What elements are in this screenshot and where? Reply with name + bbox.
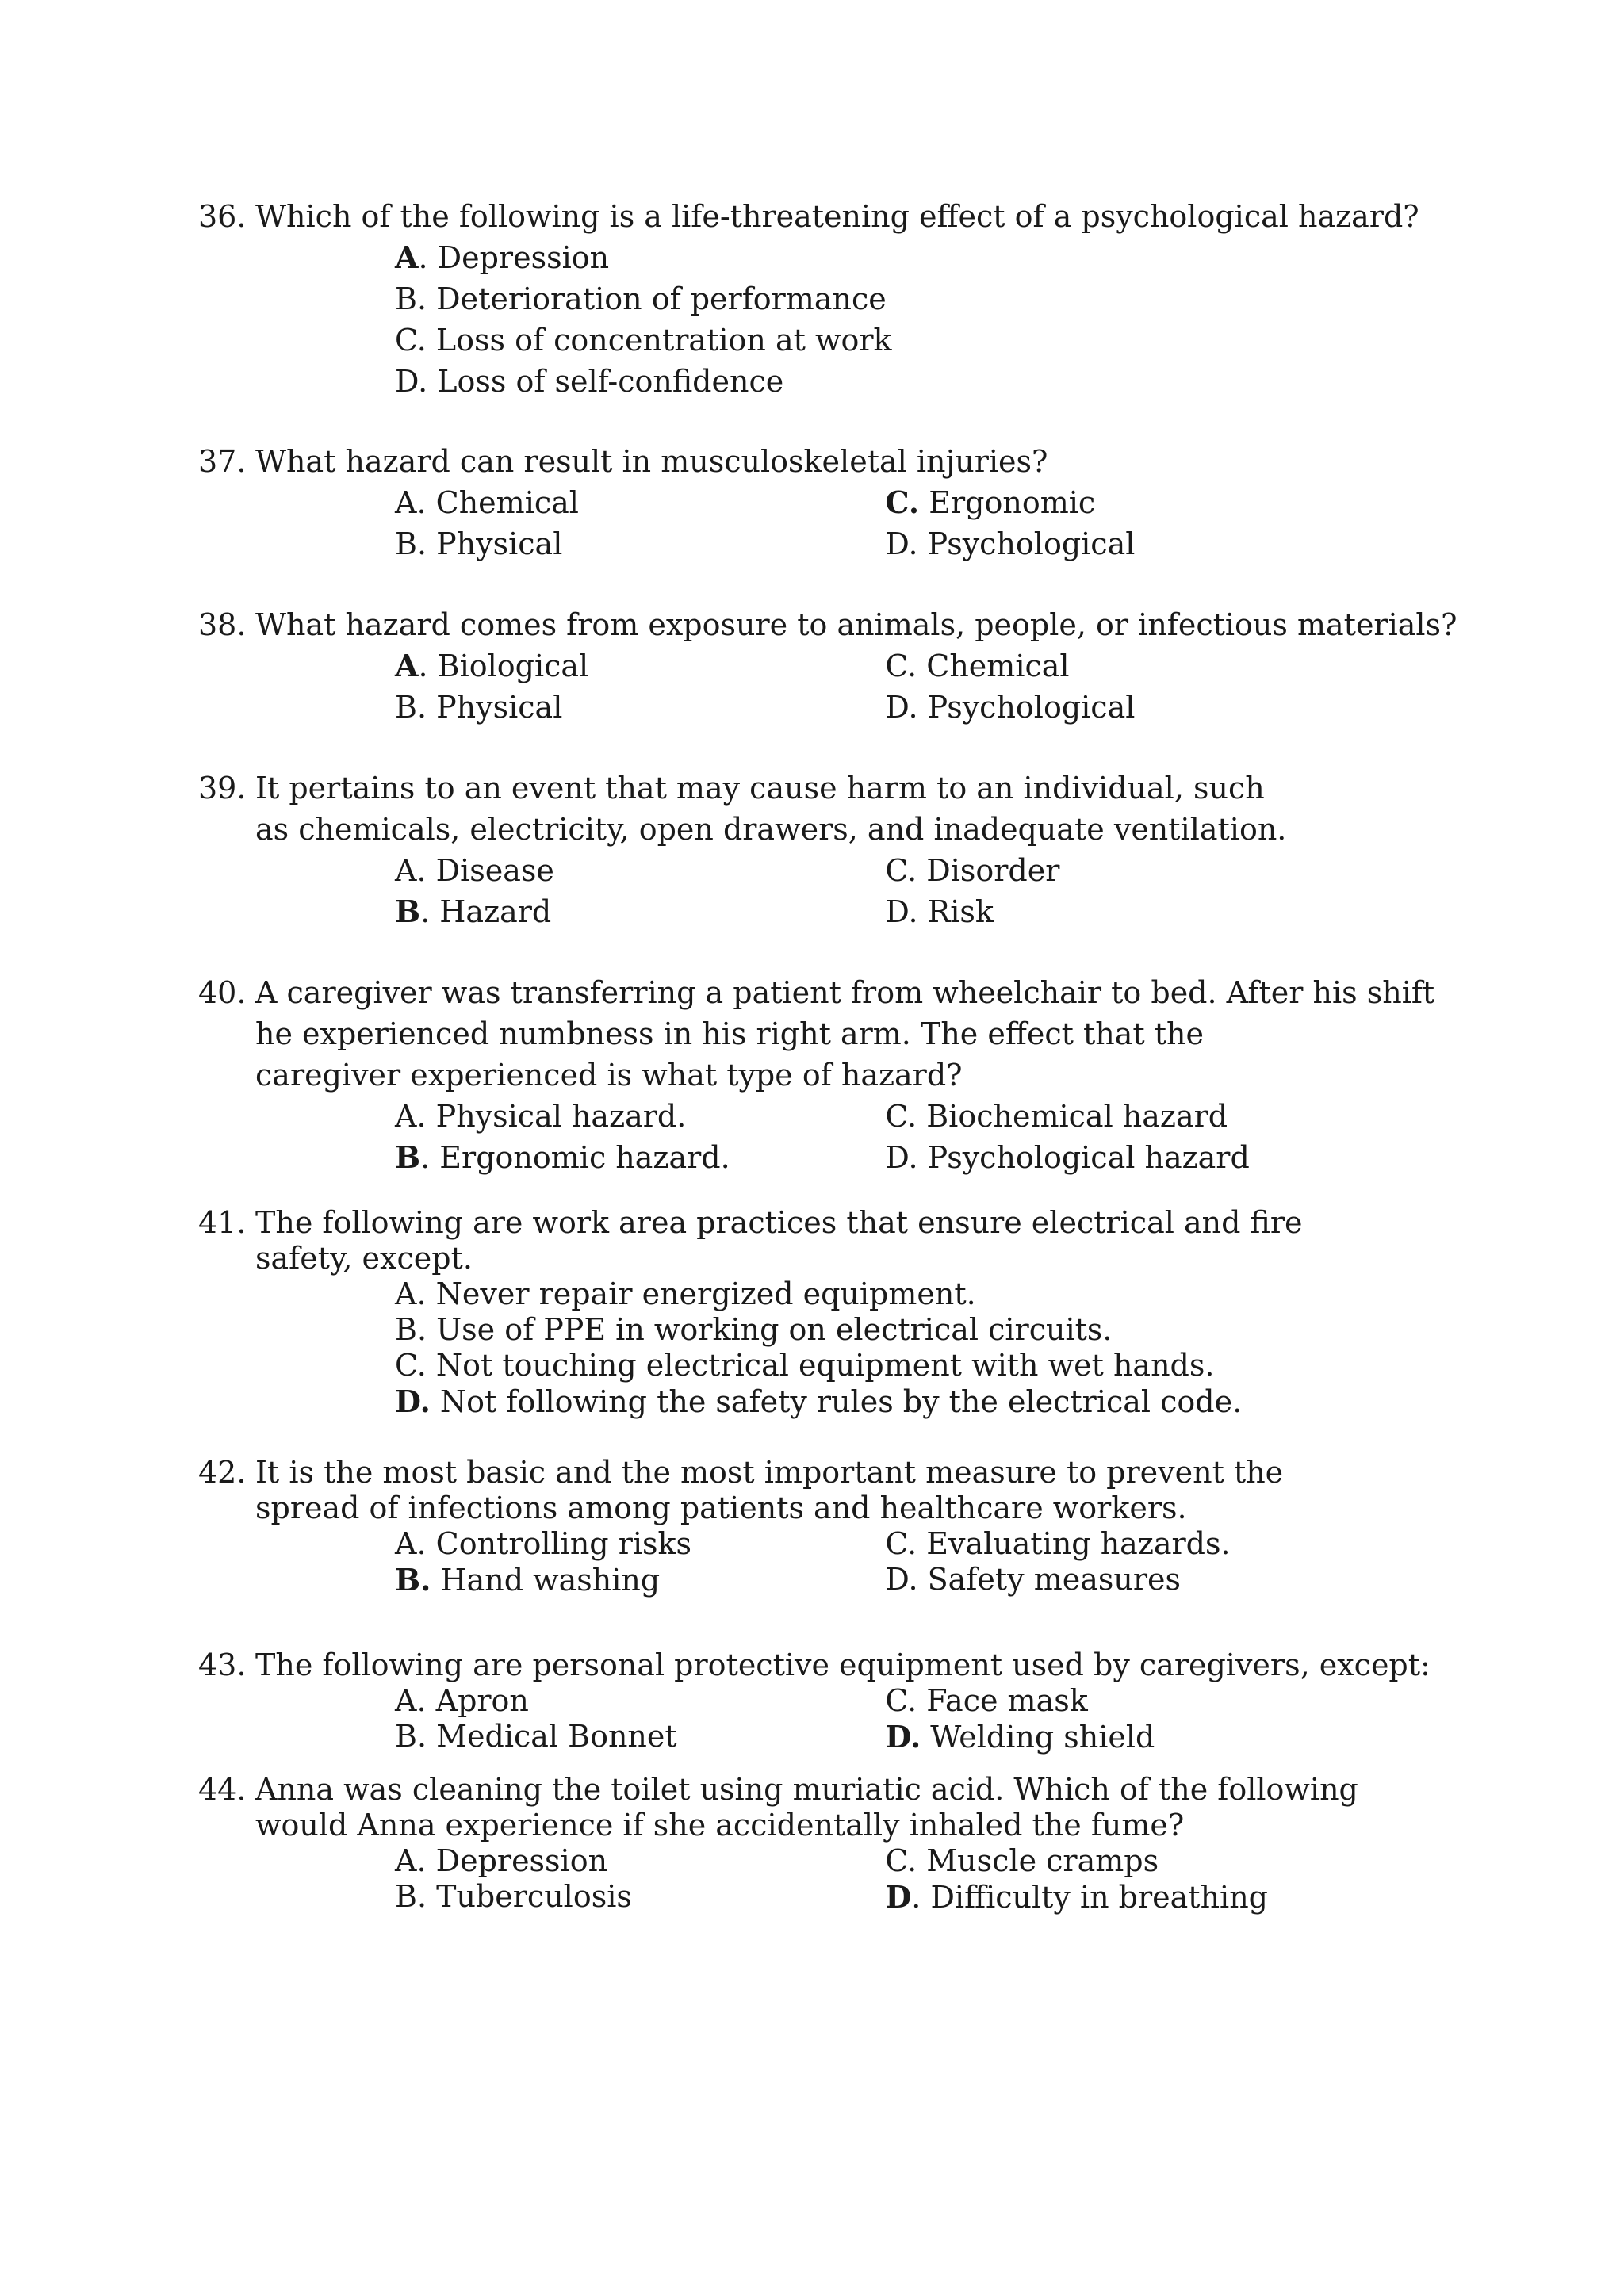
option-letter: C [885, 1843, 908, 1878]
option-text: Use of PPE in working on electrical circuits. [436, 1312, 1113, 1347]
options-row [395, 1843, 1435, 1879]
option-separator: . [418, 364, 438, 399]
answer-option [395, 891, 885, 932]
answer-option [395, 1683, 885, 1719]
option-separator: . [416, 1719, 437, 1754]
answer-option [885, 645, 1435, 687]
option-separator: . [416, 485, 436, 520]
question-stem [198, 441, 1435, 482]
option-letter: C [885, 1683, 908, 1718]
answer-options [395, 1683, 1435, 1755]
option-separator: . [907, 1683, 927, 1718]
answer-option [885, 1843, 1435, 1879]
option-text: Deterioration of performance [436, 281, 887, 316]
answer-option [885, 1526, 1435, 1562]
question-number: 43. [198, 1647, 247, 1682]
question-stem-continuation [198, 1490, 1435, 1526]
options-row [395, 1879, 1435, 1915]
option-letter: D. [885, 1719, 921, 1755]
option-text: Not touching electrical equipment with wet hands. [435, 1348, 1215, 1383]
question-text: Which of the following is a life-threatening effect of a psychological hazard? [255, 199, 1419, 234]
question-text: The following are work area practices that ensure electrical and fire [255, 1205, 1303, 1240]
question-item [198, 1455, 1435, 1598]
answer-option [885, 1719, 1435, 1755]
option-text: Difficulty in breathing [930, 1880, 1269, 1915]
option-text: Chemical [926, 649, 1070, 683]
answer-option [395, 850, 885, 891]
answer-options [395, 482, 1435, 564]
answer-option [395, 361, 783, 402]
option-separator: . [907, 1526, 927, 1561]
option-letter: A [395, 239, 419, 275]
option-text: Disorder [926, 853, 1060, 888]
option-letter: D [885, 1562, 909, 1597]
option-separator: . [416, 1683, 436, 1718]
answer-option [395, 320, 892, 361]
option-letter: B. [395, 1562, 431, 1598]
question-text: would Anna experience if she accidentally inhaled the fume? [255, 1808, 1185, 1843]
question-stem [198, 196, 1435, 237]
question-text: spread of infections among patients and healthcare workers. [255, 1490, 1187, 1525]
option-separator: . [908, 690, 928, 725]
option-letter: C [395, 1348, 417, 1383]
question-stem-continuation [198, 1241, 1435, 1276]
options-row [395, 361, 1435, 402]
question-text: Anna was cleaning the toilet using muriatic acid. Which of the following [255, 1772, 1358, 1807]
question-stem [198, 604, 1457, 645]
option-text: Physical hazard. [435, 1099, 687, 1134]
question-stem-continuation [198, 1808, 1435, 1843]
question-stem [198, 1455, 1435, 1490]
option-text: Apron [435, 1683, 529, 1718]
options-row [395, 278, 1435, 320]
question-text: The following are personal protective equipment used by caregivers, except: [255, 1647, 1431, 1682]
option-text: Controlling risks [435, 1526, 692, 1561]
option-text: Not following the safety rules by the electrical code. [439, 1384, 1243, 1419]
option-text: Biological [437, 649, 589, 683]
option-text: Medical Bonnet [436, 1719, 677, 1754]
option-letter: B [395, 1139, 421, 1175]
question-stem-continuation [198, 1013, 1435, 1054]
answer-option [885, 1562, 1435, 1598]
option-separator: . [418, 240, 438, 275]
options-row [395, 1719, 1435, 1755]
question-item [198, 972, 1435, 1178]
option-separator: . [416, 323, 436, 358]
question-text: It is the most basic and the most important measure to prevent the [255, 1455, 1284, 1490]
option-separator: . [911, 1880, 931, 1915]
question-text: What hazard can result in musculoskeletal injuries? [255, 444, 1048, 479]
options-row [395, 1683, 1435, 1719]
option-text: Hazard [439, 894, 552, 929]
answer-option [885, 482, 1435, 523]
option-text: Depression [435, 1843, 608, 1878]
answer-option [395, 1096, 885, 1137]
options-row [395, 687, 1435, 728]
answer-option [395, 1879, 885, 1915]
option-text: Depression [437, 240, 610, 275]
question-number: 40. [198, 975, 247, 1010]
answer-option [395, 237, 609, 278]
question-stem [198, 1205, 1435, 1241]
options-row [395, 482, 1435, 523]
option-separator: . [908, 1562, 928, 1597]
option-letter: A [395, 1099, 417, 1134]
option-separator: . [908, 894, 928, 929]
question-text: A caregiver was transferring a patient from wheelchair to bed. After his shift [255, 975, 1435, 1010]
answer-option [395, 1383, 1242, 1420]
option-text: Welding shield [930, 1720, 1155, 1755]
option-separator: . [418, 649, 438, 683]
question-stem [198, 767, 1435, 809]
question-number: 38. [198, 607, 247, 642]
option-text: Physical [436, 526, 563, 561]
option-letter: C [395, 323, 417, 358]
option-letter: C [885, 853, 908, 888]
question-number: 42. [198, 1455, 247, 1490]
question-stem-continuation [198, 809, 1435, 850]
question-item [198, 1647, 1435, 1755]
options-row [395, 1096, 1435, 1137]
option-text: Tuberculosis [436, 1879, 632, 1914]
answer-option [395, 278, 887, 320]
question-number: 37. [198, 444, 247, 479]
option-text: Biochemical hazard [926, 1099, 1228, 1134]
options-row [395, 645, 1435, 687]
answer-option [395, 1843, 885, 1879]
option-letter: B [395, 1719, 417, 1754]
option-text: Hand washing [440, 1563, 661, 1598]
option-separator [431, 1384, 440, 1419]
answer-options [395, 1096, 1435, 1178]
question-text: as chemicals, electricity, open drawers, and inadequate ventilation. [255, 812, 1287, 847]
option-text: Safety measures [927, 1562, 1182, 1597]
answer-option [395, 482, 885, 523]
option-text: Psychological [927, 526, 1136, 561]
answer-option [395, 1719, 885, 1755]
question-item [198, 604, 1457, 728]
options-row [395, 1562, 1435, 1598]
option-letter: A [395, 485, 417, 520]
answer-option [885, 523, 1435, 564]
option-separator: . [416, 281, 437, 316]
question-stem [198, 1647, 1435, 1683]
option-letter: B [395, 690, 417, 725]
question-stem [198, 1772, 1435, 1808]
question-stem-continuation [198, 1054, 1435, 1096]
answer-option [395, 1137, 885, 1178]
option-letter: C [885, 1099, 908, 1134]
option-letter: B [395, 1879, 417, 1914]
question-text: safety, except. [255, 1241, 473, 1276]
option-text: Muscle cramps [926, 1843, 1159, 1878]
answer-option [395, 1526, 885, 1562]
option-letter: D [885, 894, 909, 929]
question-text: he experienced numbness in his right arm. The effect that the [255, 1016, 1204, 1051]
option-separator: . [420, 894, 440, 929]
option-separator: . [416, 1843, 436, 1878]
options-row [395, 523, 1435, 564]
option-text: Ergonomic [929, 485, 1096, 520]
options-row [395, 1526, 1435, 1562]
option-separator: . [416, 853, 436, 888]
question-number: 44. [198, 1772, 247, 1807]
answer-options [395, 1276, 1435, 1420]
option-separator: . [416, 1879, 437, 1914]
answer-options [395, 1843, 1435, 1915]
option-separator: . [416, 1526, 436, 1561]
option-letter: A [395, 853, 417, 888]
options-row [395, 237, 1435, 278]
option-letter: D. [395, 1383, 431, 1419]
answer-option [395, 1348, 1214, 1383]
answer-option [885, 1879, 1435, 1915]
answer-options [395, 237, 1435, 402]
answer-option [885, 1137, 1435, 1178]
option-letter: D [885, 690, 909, 725]
option-letter: C [885, 649, 908, 683]
option-text: Physical [436, 690, 563, 725]
option-separator: . [907, 1843, 927, 1878]
option-text: Face mask [926, 1683, 1088, 1718]
question-number: 36. [198, 199, 247, 234]
option-letter: C [885, 1526, 908, 1561]
options-row [395, 1312, 1435, 1348]
option-letter: A [395, 648, 419, 683]
option-letter: D [885, 1140, 909, 1175]
options-row [395, 320, 1435, 361]
option-text: Evaluating hazards. [926, 1526, 1231, 1561]
option-letter: B [395, 526, 417, 561]
options-row [395, 1137, 1435, 1178]
option-separator [919, 485, 929, 520]
answer-option [395, 645, 885, 687]
answer-option [395, 1562, 885, 1598]
answer-option [885, 1683, 1435, 1719]
option-letter: B [395, 894, 421, 929]
answer-option [395, 687, 885, 728]
options-row [395, 850, 1435, 891]
option-text: Loss of self-confidence [437, 364, 784, 399]
answer-options [395, 645, 1435, 728]
question-stem [198, 972, 1435, 1013]
question-item [198, 767, 1435, 932]
options-row [395, 891, 1435, 932]
options-row [395, 1348, 1435, 1383]
option-letter: B [395, 281, 417, 316]
answer-options [395, 850, 1435, 932]
option-separator: . [907, 1099, 927, 1134]
option-separator: . [907, 649, 927, 683]
answer-option [395, 1276, 976, 1312]
option-text: Risk [927, 894, 994, 929]
option-separator: . [416, 526, 437, 561]
question-item [198, 441, 1435, 564]
option-separator: . [908, 526, 928, 561]
option-letter: A [395, 1843, 417, 1878]
option-separator: . [420, 1140, 440, 1175]
option-separator: . [416, 1348, 436, 1383]
option-letter: D [885, 1879, 912, 1915]
answer-option [885, 850, 1435, 891]
option-text: Psychological hazard [927, 1140, 1250, 1175]
answer-option [885, 1096, 1435, 1137]
question-item [198, 196, 1435, 402]
options-row [395, 1276, 1435, 1312]
option-letter: A [395, 1276, 417, 1311]
option-separator: . [416, 1099, 436, 1134]
option-letter: D [885, 526, 909, 561]
question-text: It pertains to an event that may cause harm to an individual, such [255, 771, 1265, 806]
option-text: Chemical [435, 485, 579, 520]
option-letter: A [395, 1526, 417, 1561]
option-separator: . [416, 1276, 436, 1311]
option-text: Ergonomic hazard. [439, 1140, 730, 1175]
answer-options [395, 1526, 1435, 1598]
option-separator: . [416, 690, 437, 725]
option-separator [921, 1720, 930, 1755]
option-separator: . [416, 1312, 437, 1347]
answer-option [395, 1312, 1112, 1348]
question-number: 41. [198, 1205, 247, 1240]
option-letter: B [395, 1312, 417, 1347]
question-number: 39. [198, 771, 247, 806]
option-letter: C. [885, 484, 920, 520]
question-item [198, 1772, 1435, 1915]
question-text: What hazard comes from exposure to animals, people, or infectious materials? [255, 607, 1457, 642]
option-separator: . [908, 1140, 928, 1175]
option-letter: D [395, 364, 419, 399]
answer-option [885, 687, 1435, 728]
options-row [395, 1383, 1435, 1420]
answer-option [885, 891, 1435, 932]
question-item [198, 1205, 1435, 1420]
option-text: Loss of concentration at work [435, 323, 892, 358]
option-text: Disease [435, 853, 554, 888]
answer-option [395, 523, 885, 564]
option-text: Psychological [927, 690, 1136, 725]
option-text: Never repair energized equipment. [435, 1276, 976, 1311]
option-separator [431, 1563, 440, 1598]
option-letter: A [395, 1683, 417, 1718]
question-text: caregiver experienced is what type of hazard? [255, 1058, 963, 1093]
option-separator: . [907, 853, 927, 888]
